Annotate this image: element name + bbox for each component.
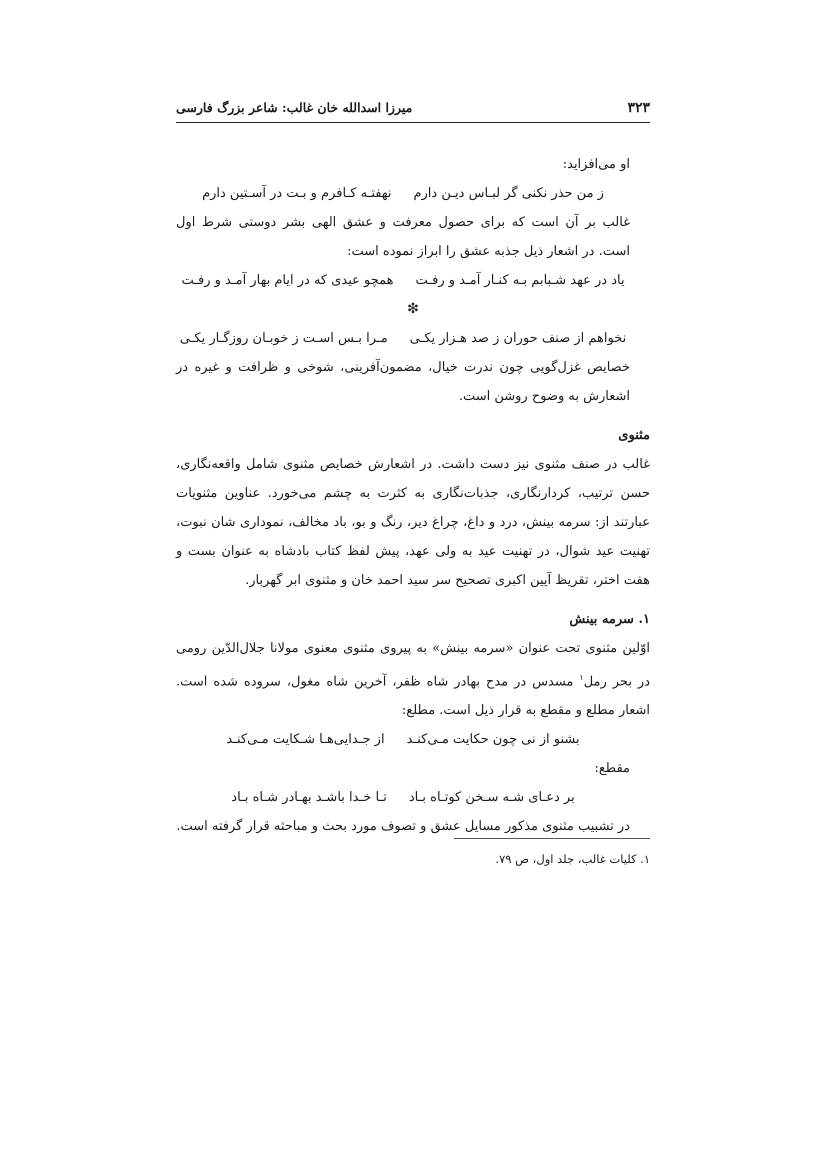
hemistich-first: یاد در عهد شـبابم بـه کنـار آمـد و رفـت [415,273,625,288]
paragraph [176,634,650,725]
subsection-heading: ۱. سرمه بینش [569,612,650,627]
intro-line: او می‌افزاید: [562,157,630,172]
paragraph: خصایص غزل‌گویی چون ندرت خیال، مضمون‌آفرینی، شوخی و ظرافت و غیره در اشعارش به وضوح روشن است. [176,360,630,404]
hemistich-second: مـرا بـس اسـت ز خوبـان روزگـار یکـی [179,331,388,346]
paragraph: در تشبیب مثنوی مذکور مسایل عشق و تصوف مورد بحث و مباحثه قرار گرفته است. [176,819,630,835]
hemistich-second: نهفتـه کـافرم و بـت در آسـتین دارم [202,186,392,201]
hemistich-first: نخواهم از صنف حوران ز صد هـزار یکـی [409,331,627,346]
verse-couplet [176,725,650,754]
hemistich-first: بشنو از نی چون حکایت مـی‌کنـد [406,732,580,748]
verse-couplet [176,783,650,812]
verse-couplet [176,266,650,295]
paragraph: غالب در صنف مثنوی نیز دست داشت. در اشعارش خصایص مثنوی شامل واقعه‌نگاری، حسن ترتیب، کردارنگاری، جذبات‌نگاری به کثرت به چشم می‌خورد. عناوین مثنویات عبارتند از: سرمه بینش، درد و داغ، چراغ دیر، رنگ و بو، باد مخالف، نموداری شان نبوت، تهنیت عید شوال، در تهنیت عید به ولی عهد، پیش لفظ کتاب بادشاه به عنوان بست و هفت اختر، تقریظ آیین اکبری تصحیح سر سید احمد خان و مثنوی ابر گهربار. [176,457,650,588]
paragraph-text: اوّلین مثنوی تحت عنوان «سرمه بینش» به پیروی مثنوی معنوی مولانا جلال‌الدّین رومی در بحر رمل [176,641,650,690]
section-heading: مثنوی [618,428,650,443]
hemistich-second: تـا خـدا باشـد بهـادر شـاه بـاد [231,790,387,806]
footnote-divider [454,838,650,839]
verse-couplet [176,324,650,353]
paragraph-text: مسدس در مدح بهادر شاه ظفر، آخرین شاه مغول، سروده شده است. اشعار مطلع و مقطع به قرار ذیل است. مطلع: [176,674,650,719]
hemistich-first: ز من حذر نکنی گر لبـاس دیـن دارم [413,186,604,201]
hemistich-second: همچو عیدی که در ایام بهار آمـد و رفـت [181,273,394,288]
maqta-label: مقطع: [594,761,630,777]
running-title: میرزا اسدالله خان غالب: شاعر بزرگ فارسی [176,100,413,115]
page-body [176,150,650,841]
paragraph: غالب بر آن است که برای حصول معرفت و عشق الهی بشر دوستی شرط اول است. در اشعار ذیل جذبه عشق را ابراز نموده است: [176,215,630,259]
verse-couplet [176,179,650,208]
hemistich-second: از جـدایی‌هـا شـکایت مـی‌کنـد [226,732,385,748]
footnote: ۱. کلیات غالب، جلد اول، ص ۷۹. [495,852,650,866]
asterism-separator: ❇ [407,301,419,317]
page-number: ۳۲۳ [627,100,650,116]
footnote-marker[interactable]: ۱ [579,673,584,682]
hemistich-first: بر دعـای شـه سـخن کوتـاه بـاد [408,790,575,806]
page-header [176,100,650,123]
